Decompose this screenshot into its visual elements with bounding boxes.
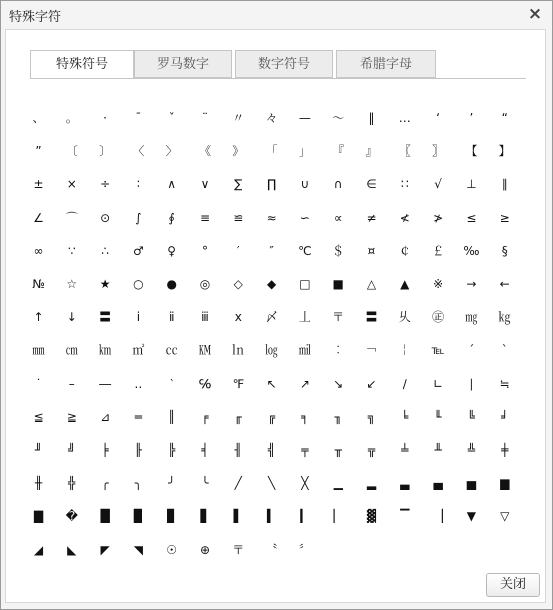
symbol-cell[interactable]: ≦ [33, 409, 44, 424]
symbol-cell[interactable]: ╰ [201, 476, 209, 491]
symbol-cell[interactable]: ￠ [398, 243, 411, 258]
symbol-cell[interactable]: 」 [298, 144, 311, 159]
symbol-cell[interactable]: ▓ [366, 509, 377, 524]
symbol-cell[interactable]: ˉ [135, 111, 142, 125]
symbol-cell[interactable]: ⅹ [234, 310, 242, 325]
symbol-cell[interactable]: ⊿ [100, 409, 111, 424]
symbol-cell[interactable]: ″ [269, 243, 274, 258]
symbol-cell[interactable]: ╥ [334, 443, 342, 457]
symbol-cell[interactable]: ╓ [234, 409, 242, 424]
symbol-cell[interactable]: ㎡ [132, 343, 145, 358]
dialog-title: 特殊字符 [9, 10, 62, 25]
symbol-cell[interactable]: ‰ [463, 243, 480, 258]
symbol-cell[interactable]: ╩ [467, 443, 475, 457]
symbol-cell[interactable]: 】 [498, 144, 511, 159]
symbol-cell[interactable]: ▅ [466, 476, 476, 491]
symbol-cell[interactable]: ◢ [33, 542, 44, 557]
symbol-cell[interactable]: ◇ [233, 277, 243, 291]
symbol-cell[interactable]: ± [33, 177, 44, 192]
symbol-cell[interactable]: ˋ [501, 343, 508, 358]
symbol-cell[interactable]: ℅ [198, 376, 212, 391]
symbol-cell[interactable]: ↙ [366, 376, 377, 391]
symbol-cell[interactable]: ╨ [434, 443, 442, 457]
tab-roman-numerals[interactable]: 罗马数字 [134, 50, 232, 78]
symbol-cell[interactable]: ● [166, 277, 177, 291]
symbol-cell[interactable]: ╙ [434, 409, 442, 424]
symbol-cell[interactable]: 〖 [398, 144, 411, 159]
symbol-cell[interactable]: × [66, 177, 77, 192]
symbol-cell[interactable]: ╢ [234, 443, 242, 457]
symbol-cell[interactable]: ○ [133, 277, 144, 291]
symbol-cell[interactable]: ℉ [232, 376, 244, 391]
symbol-cell[interactable]: ╚ [467, 409, 475, 424]
symbol-cell[interactable]: ▂ [366, 476, 377, 491]
symbol-cell[interactable]: № [32, 277, 45, 291]
symbol-cell[interactable]: ㏑ [232, 343, 245, 358]
symbol-cell[interactable]: ▲ [400, 277, 410, 291]
symbol-cell[interactable]: ╗ [367, 409, 376, 424]
symbol-cell[interactable]: 。 [65, 111, 78, 125]
symbol-cell[interactable]: 丄 [298, 310, 311, 325]
symbol-cell[interactable]: ≤ [466, 210, 477, 225]
symbol-cell[interactable]: ≒ [499, 376, 510, 391]
symbol-cell[interactable]: “ [501, 111, 508, 125]
symbol-cell[interactable]: ↓ [66, 310, 77, 325]
symbol-cell[interactable]: ≥ [499, 210, 510, 225]
symbol-cell[interactable]: – [68, 376, 75, 391]
symbol-cell[interactable]: ■ [332, 277, 344, 291]
tab-greek-letters[interactable]: 希腊字母 [336, 50, 436, 78]
symbol-cell[interactable]: ㎏ [498, 310, 511, 325]
symbol-cell[interactable]: ╖ [334, 409, 342, 424]
symbol-cell[interactable]: △ [366, 277, 377, 291]
symbol-cell[interactable]: ≌ [233, 210, 244, 225]
symbol-cell[interactable]: ∧ [167, 177, 177, 192]
symbol-cell[interactable]: ⊙ [100, 210, 111, 225]
symbol-cell[interactable]: 「 [265, 144, 278, 159]
symbol-cell[interactable]: · [103, 111, 107, 125]
symbol-cell[interactable]: ㏒ [265, 343, 278, 358]
symbol-cell[interactable]: ∶ [136, 177, 140, 192]
symbol-cell[interactable]: ═ [134, 409, 142, 424]
symbol-cell[interactable]: ∩ [333, 177, 343, 192]
symbol-cell[interactable]: ‥ [134, 376, 143, 391]
symbol-cell[interactable]: ’ [469, 111, 474, 125]
symbol-cell[interactable]: 〉 [165, 144, 178, 159]
symbol-cell[interactable]: � [65, 509, 78, 524]
symbol-cell[interactable]: ╠ [168, 443, 176, 457]
symbol-cell[interactable]: ╝ [68, 443, 76, 457]
symbol-cell[interactable]: ▍ [266, 509, 277, 524]
symbol-cell[interactable]: √ [434, 177, 442, 192]
close-icon[interactable]: × [527, 4, 543, 24]
symbol-cell[interactable]: ∵ [67, 243, 76, 258]
symbol-cell[interactable]: ◥ [133, 542, 143, 557]
symbol-cell[interactable]: 〕 [99, 144, 112, 159]
symbol-cell[interactable]: ∟ [433, 376, 444, 391]
symbol-cell[interactable]: ⅱ [168, 310, 175, 325]
symbol-cell[interactable]: ▽ [500, 509, 510, 524]
symbol-cell[interactable]: ╪ [501, 443, 509, 457]
symbol-cell[interactable]: ╯ [168, 476, 176, 491]
symbol-cell[interactable]: ← [499, 277, 510, 291]
symbol-cell[interactable]: ◤ [100, 542, 110, 557]
symbol-cell[interactable]: ╧ [401, 443, 409, 457]
symbol-cell[interactable]: ╛ [501, 409, 509, 424]
symbol-cell[interactable]: ╘ [401, 409, 409, 424]
symbol-cell[interactable]: ∈ [366, 177, 377, 192]
symbol-cell[interactable]: ≠ [366, 210, 377, 225]
tab-special-symbols[interactable]: 特殊符号 [30, 50, 134, 79]
symbol-cell[interactable]: ╕ [301, 409, 309, 424]
symbol-cell[interactable]: → [466, 277, 477, 291]
symbol-cell[interactable]: 〓 [365, 310, 378, 325]
symbol-cell[interactable]: ∞ [33, 243, 44, 258]
symbol-cell[interactable]: ㊣ [432, 310, 445, 325]
symbol-cell[interactable]: ㏕ [298, 343, 311, 358]
symbol-cell[interactable]: ∷ [400, 177, 409, 192]
symbol-cell[interactable]: ￤ [398, 343, 411, 358]
symbol-cell[interactable]: ▁ [333, 476, 343, 491]
symbol-cell[interactable]: 【 [465, 144, 478, 159]
symbol-cell[interactable]: ㏎ [198, 343, 211, 358]
tab-divider [30, 78, 526, 79]
symbol-cell[interactable]: ′ [236, 243, 240, 258]
symbol-cell[interactable]: 〗 [432, 144, 445, 159]
symbol-cell[interactable]: ÷ [100, 177, 111, 192]
symbol-cell[interactable]: ㎝ [65, 343, 78, 358]
symbol-cell[interactable]: ˇ [168, 111, 175, 125]
symbol-cell[interactable]: ╟ [134, 443, 142, 457]
symbol-cell[interactable]: ▃ [400, 476, 410, 491]
symbol-cell[interactable]: ∝ [333, 210, 343, 225]
symbol-cell[interactable]: ╭ [101, 476, 109, 491]
symbol-cell[interactable]: ♀ [167, 243, 177, 258]
symbol-cell[interactable]: ◎ [199, 277, 211, 291]
symbol-cell[interactable]: 〒 [332, 310, 345, 325]
symbol-cell[interactable]: ╒ [201, 409, 209, 424]
symbol-cell[interactable]: ℡ [431, 343, 445, 358]
symbol-cell[interactable]: ∫ [135, 210, 142, 225]
symbol-cell[interactable]: 、 [32, 111, 45, 125]
dialog-content [5, 29, 546, 603]
symbol-cell[interactable]: ╫ [34, 476, 43, 491]
symbol-cell[interactable]: 》 [232, 144, 245, 159]
symbol-cell[interactable]: ⊥ [466, 177, 477, 192]
symbol-cell[interactable]: ≧ [66, 409, 77, 424]
symbol-cell[interactable]: ‘ [436, 111, 440, 125]
symbol-cell[interactable]: ≮ [399, 210, 410, 225]
symbol-cell[interactable]: ∽ [299, 210, 310, 225]
symbol-cell[interactable]: 〒 [232, 542, 245, 557]
symbol-cell[interactable]: ⌒ [65, 210, 78, 225]
symbol-cell[interactable]: ∨ [200, 177, 210, 192]
symbol-cell[interactable]: ╦ [367, 443, 376, 457]
symbol-cell[interactable]: 〆 [265, 310, 278, 325]
symbol-cell[interactable]: ¨ [202, 111, 208, 125]
symbol-cell[interactable]: ～ [332, 111, 345, 125]
symbol-cell[interactable]: ▋ [200, 509, 210, 524]
symbol-cell[interactable]: 〈 [132, 144, 145, 159]
symbol-cell[interactable]: ∑ [234, 177, 243, 192]
symbol-cell[interactable]: ◣ [67, 542, 77, 557]
symbol-cell[interactable]: ▎ [300, 509, 310, 524]
symbol-cell[interactable]: ╡ [201, 443, 209, 457]
symbol-cell[interactable]: ╬ [68, 476, 76, 491]
symbol-cell[interactable]: ▼ [466, 509, 476, 524]
symbol-cell[interactable]: ☆ [66, 277, 78, 291]
symbol-cell[interactable]: ∴ [101, 243, 109, 258]
symbol-cell[interactable]: █ [100, 509, 110, 524]
symbol-cell[interactable]: 乆 [398, 310, 411, 325]
symbol-cell[interactable]: ￡ [432, 243, 445, 258]
symbol-cell[interactable]: ↗ [299, 376, 310, 391]
symbol-cell[interactable]: ◆ [266, 277, 277, 291]
symbol-cell[interactable]: ╞ [101, 443, 109, 457]
symbol-cell[interactable]: ≡ [199, 210, 211, 225]
symbol-cell[interactable]: ℃ [298, 243, 312, 258]
symbol-cell[interactable]: ∕ [402, 376, 407, 391]
symbol-cell[interactable]: ∪ [300, 177, 310, 192]
symbol-cell[interactable]: ║ [168, 409, 176, 424]
symbol-cell[interactable]: ¤ [367, 243, 376, 258]
symbol-cell[interactable]: ∣ [468, 376, 475, 391]
symbol-cell[interactable]: ° [202, 243, 208, 258]
symbol-cell[interactable]: ▄ [433, 476, 443, 491]
symbol-cell[interactable]: § [501, 243, 508, 258]
symbol-cell[interactable]: ↑ [33, 310, 44, 325]
symbol-cell[interactable]: ▇ [33, 509, 44, 524]
symbol-cell[interactable]: ⊕ [199, 542, 211, 557]
symbol-cell[interactable]: 』 [365, 144, 378, 159]
symbol-cell[interactable]: ╳ [301, 476, 309, 491]
symbol-cell[interactable]: ♂ [133, 243, 144, 258]
symbol-cell[interactable]: ＄ [332, 243, 345, 258]
symbol-cell[interactable]: ▌ [233, 509, 243, 524]
symbol-cell[interactable]: ╮ [134, 476, 142, 491]
symbol-cell[interactable]: ╔ [267, 409, 276, 424]
symbol-cell[interactable]: ↘ [333, 376, 344, 391]
symbol-cell[interactable]: ╣ [267, 443, 276, 457]
symbol-cell[interactable]: ㎜ [32, 343, 45, 358]
symbol-cell[interactable]: ˊ [468, 343, 475, 358]
symbol-cell[interactable]: ― [99, 376, 112, 391]
symbol-cell[interactable]: ▔ [400, 509, 410, 524]
symbol-cell[interactable]: ‖ [368, 111, 375, 125]
symbol-cell[interactable]: ▏ [333, 509, 343, 524]
symbol-cell[interactable]: — [298, 111, 311, 125]
symbol-cell[interactable]: ╤ [301, 443, 309, 457]
symbol-cell[interactable]: ※ [433, 277, 444, 291]
symbol-cell[interactable]: ▉ [133, 509, 143, 524]
symbol-cell[interactable]: ≯ [433, 210, 444, 225]
symbol-cell[interactable]: ︰ [332, 343, 345, 358]
symbol-cell[interactable]: ╱ [234, 476, 242, 491]
symbol-cell[interactable]: … [398, 111, 411, 125]
symbol-cell[interactable]: ∠ [33, 210, 44, 225]
symbol-cell[interactable]: 《 [198, 144, 211, 159]
symbol-cell[interactable]: 〔 [65, 144, 78, 159]
symbol-cell[interactable]: ↖ [266, 376, 277, 391]
symbol-cell[interactable]: 『 [332, 144, 345, 159]
symbol-cell[interactable]: ˙ [35, 376, 42, 391]
symbol-cell[interactable]: ㏄ [165, 343, 178, 358]
tab-number-symbols[interactable]: 数字符号 [235, 50, 333, 78]
symbol-cell[interactable]: ∮ [168, 210, 175, 225]
symbol-cell[interactable]: ▕ [433, 509, 443, 524]
symbol-cell[interactable]: ★ [99, 277, 111, 291]
symbol-cell[interactable]: ☉ [166, 542, 178, 557]
symbol-cell[interactable]: ≈ [266, 210, 277, 225]
symbol-cell[interactable]: ㎎ [465, 310, 478, 325]
symbol-cell[interactable]: ∥ [501, 177, 508, 192]
symbol-cell[interactable]: ￢ [365, 343, 378, 358]
symbol-cell[interactable]: 〃 [232, 111, 245, 125]
symbol-cell[interactable]: ⅲ [201, 310, 209, 325]
symbol-cell[interactable]: 〓 [99, 310, 112, 325]
symbol-cell[interactable]: ∏ [267, 177, 277, 192]
symbol-cell[interactable]: ╲ [267, 476, 276, 491]
symbol-cell[interactable]: ” [35, 144, 42, 159]
symbol-cell[interactable]: ⅰ [136, 310, 141, 325]
symbol-cell[interactable]: 〝 [265, 542, 278, 557]
close-button[interactable]: 关闭 [486, 573, 540, 597]
symbol-cell[interactable]: 〞 [298, 542, 311, 557]
symbol-cell[interactable]: ▆ [500, 476, 510, 491]
symbol-cell[interactable]: 々 [265, 111, 278, 125]
dialog-titlebar[interactable] [1, 1, 552, 29]
symbol-cell[interactable]: ‵ [170, 376, 174, 391]
symbol-cell[interactable]: ╜ [34, 443, 43, 457]
symbol-cell[interactable]: □ [299, 277, 311, 291]
symbol-cell[interactable]: ▊ [167, 509, 177, 524]
symbol-cell[interactable]: ㎞ [99, 343, 112, 358]
